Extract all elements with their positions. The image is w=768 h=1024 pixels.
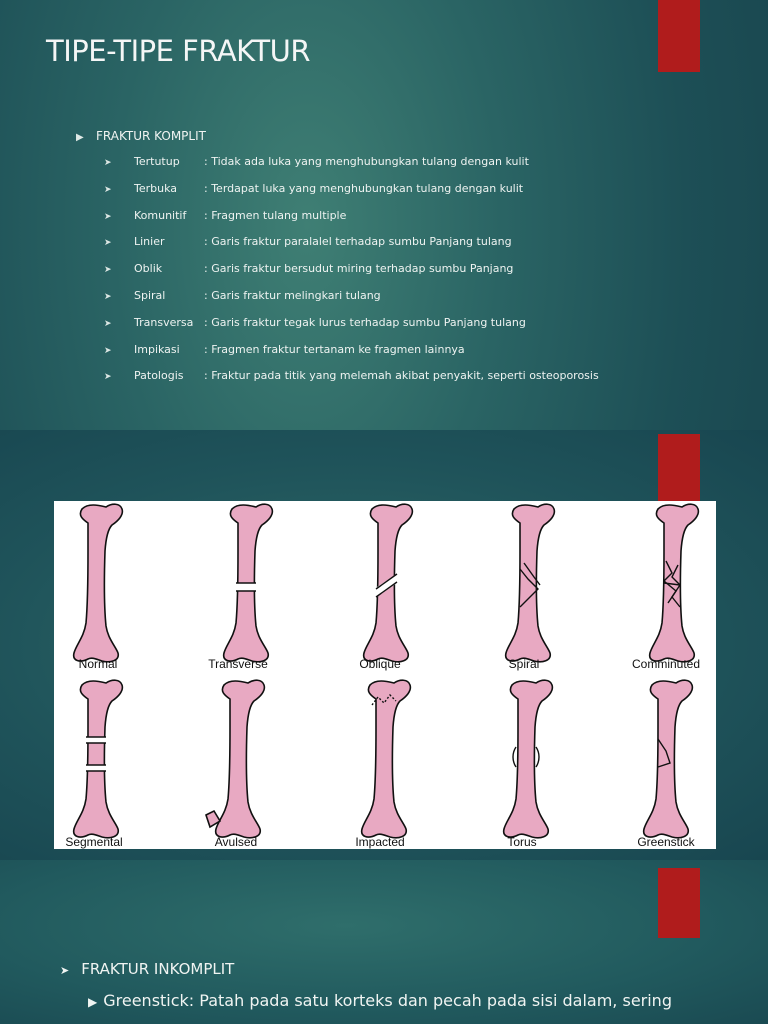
triangle-bullet-icon: ▶ bbox=[88, 995, 98, 1009]
diagram-label: Greenstick bbox=[637, 835, 695, 849]
list-item-desc: : Garis fraktur paralalel terhadap sumbu Panjang tulang bbox=[204, 235, 512, 249]
bone-impacted bbox=[362, 680, 411, 838]
bone-comminuted bbox=[650, 504, 699, 662]
list-item-desc: : Fraktur pada titik yang melemah akibat penyakit, seperti osteoporosis bbox=[204, 369, 599, 383]
bone-avulsed bbox=[206, 680, 264, 838]
bone-torus bbox=[504, 680, 553, 838]
diagram-label: Spiral bbox=[508, 657, 540, 671]
list-item bbox=[104, 262, 599, 289]
diagram-label: Oblique bbox=[359, 657, 401, 671]
list-item bbox=[104, 209, 599, 236]
chevron-bullet-icon: ➤ bbox=[104, 158, 112, 168]
chevron-bullet-icon: ➤ bbox=[104, 291, 112, 302]
bone-segmental bbox=[74, 680, 123, 838]
list-item-desc: : Garis fraktur tegak lurus terhadap sumbu Panjang tulang bbox=[204, 315, 526, 329]
list-item bbox=[104, 155, 599, 182]
list-item-term: Spiral bbox=[134, 288, 166, 302]
bone-spiral bbox=[506, 504, 555, 662]
fracture-types-illustration bbox=[54, 501, 716, 849]
list-item bbox=[104, 289, 599, 316]
chevron-bullet-icon: ➤ bbox=[104, 184, 112, 195]
chevron-bullet-icon: ➤ bbox=[104, 211, 112, 222]
list-item-desc: : Fragmen fraktur tertanam ke fragmen lainnya bbox=[204, 342, 465, 356]
chevron-bullet-icon: ➤ bbox=[104, 345, 112, 356]
diagram-label: Avulsed bbox=[214, 835, 258, 849]
section-heading-label: FRAKTUR INKOMPLIT bbox=[81, 960, 235, 978]
list-item bbox=[104, 235, 599, 262]
list-item-term: Terbuka bbox=[134, 181, 178, 195]
chevron-bullet-icon: ➤ bbox=[104, 265, 112, 276]
slide-fraktur-komplit bbox=[0, 0, 768, 430]
list-item bbox=[104, 316, 599, 343]
slide-fraktur-inkomplit bbox=[0, 860, 768, 1024]
list-item bbox=[104, 369, 599, 396]
section-heading bbox=[60, 960, 234, 978]
list-item-term: Linier bbox=[134, 235, 165, 249]
diagram-label: Comminuted bbox=[631, 657, 701, 671]
diagram-label: Transverse bbox=[208, 657, 268, 671]
list-item-text: Greenstick: Patah pada satu korteks dan pecah pada sisi dalam, sering bbox=[103, 991, 672, 1010]
diagram-label: Impacted bbox=[355, 835, 405, 849]
list-item-desc: : Tidak ada luka yang menghubungkan tulang dengan kulit bbox=[204, 155, 529, 168]
diagram-label: Torus bbox=[507, 835, 537, 849]
slide-fracture-diagram bbox=[0, 430, 768, 860]
list-item bbox=[104, 343, 599, 370]
list-item-term: Oblik bbox=[134, 262, 163, 276]
fracture-type-list bbox=[104, 155, 599, 396]
list-item-desc: : Terdapat luka yang menghubungkan tulang dengan kulit bbox=[204, 181, 524, 195]
accent-red-bar bbox=[658, 0, 700, 72]
slide-title: TIPE-TIPE FRAKTUR bbox=[46, 34, 311, 68]
list-item bbox=[104, 182, 599, 209]
list-item-term: Komunitif bbox=[134, 208, 187, 222]
triangle-bullet-icon: ▶ bbox=[76, 132, 84, 143]
section-heading-label: FRAKTUR KOMPLIT bbox=[96, 129, 206, 143]
bone-normal bbox=[74, 504, 123, 662]
list-item-term: Impikasi bbox=[134, 342, 180, 356]
list-item-desc: : Garis fraktur melingkari tulang bbox=[204, 288, 381, 302]
list-item-desc: : Garis fraktur bersudut miring terhadap sumbu Panjang bbox=[204, 262, 514, 276]
list-item-desc: : Fragmen tulang multiple bbox=[204, 208, 347, 222]
accent-red-bar bbox=[658, 434, 700, 502]
chevron-bullet-icon: ➤ bbox=[104, 238, 112, 249]
list-item-term: Transversa bbox=[134, 315, 194, 329]
diagram-label: Normal bbox=[78, 657, 118, 671]
diagram-label: Segmental bbox=[65, 835, 123, 849]
bone-greenstick bbox=[644, 680, 693, 838]
accent-red-bar bbox=[658, 868, 700, 938]
list-item-term: Tertutup bbox=[134, 155, 180, 168]
bone-oblique bbox=[364, 504, 413, 662]
chevron-bullet-icon: ➤ bbox=[104, 318, 112, 329]
fracture-illustration-svg bbox=[54, 501, 716, 849]
list-item bbox=[88, 991, 700, 1010]
chevron-bullet-icon: ➤ bbox=[60, 964, 70, 977]
chevron-bullet-icon: ➤ bbox=[104, 372, 112, 383]
list-item-term: Patologis bbox=[134, 369, 184, 383]
section-heading bbox=[76, 129, 206, 143]
bone-transverse bbox=[224, 504, 273, 662]
